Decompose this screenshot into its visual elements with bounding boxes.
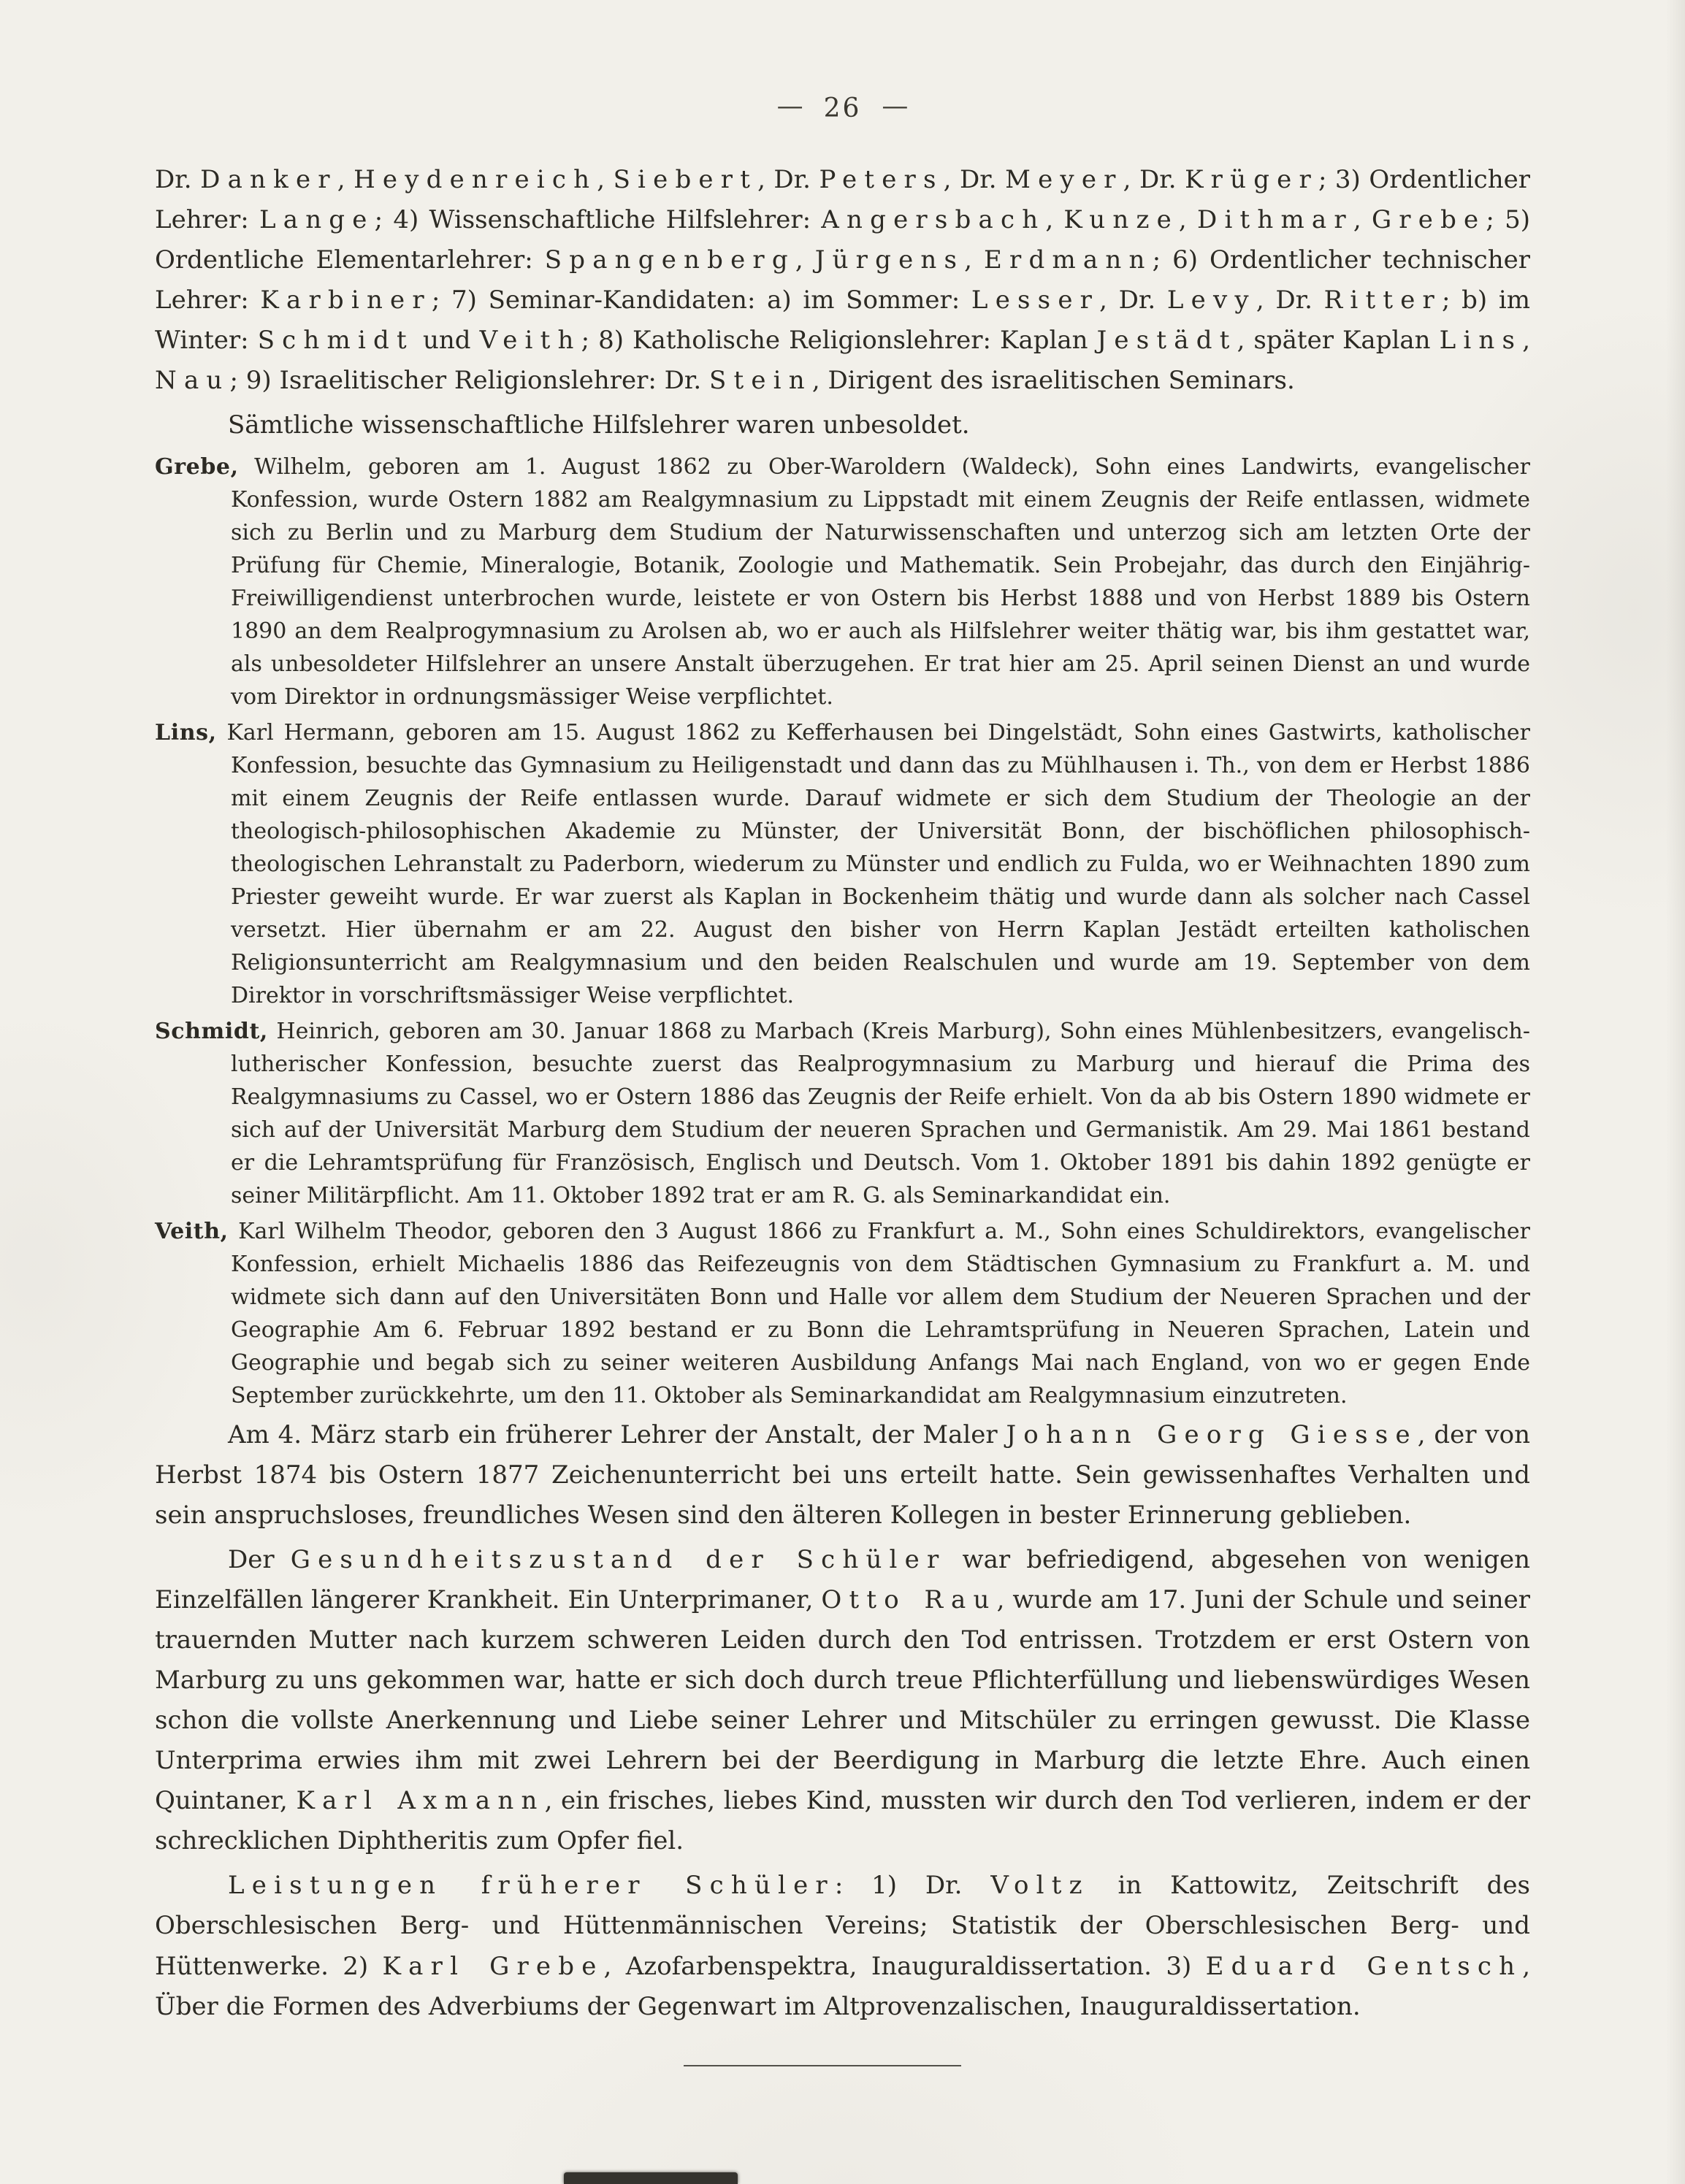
letterspaced-name: Heydenreich [354, 165, 597, 194]
letterspaced-name: Gesundheitszustand der Schüler [290, 1544, 947, 1574]
letterspaced-name: Kunze [1063, 205, 1179, 235]
letterspaced-name: Otto Rau [821, 1585, 997, 1614]
text-segment: , Azofarbenspektra, Inauguraldissertation. 3) [603, 1951, 1206, 1981]
scan-artifact [564, 2172, 738, 2184]
text-segment: , [1178, 205, 1197, 235]
letterspaced-name: Lange [259, 205, 375, 235]
paragraph-giesse-obituary [155, 1415, 1530, 1536]
letterspaced-name: Dithmar [1196, 205, 1353, 235]
text-segment: ; 4) Wissenschaftliche Hilfslehrer: [374, 205, 822, 235]
letterspaced-name: Danker [200, 165, 337, 194]
letterspaced-name: Jürgens [814, 245, 965, 275]
letterspaced-name: Krüger [1185, 165, 1318, 194]
text-segment: , Dr. [943, 165, 1006, 194]
text-segment: , wurde am 17. Juni der Schule und seiner trauernden Mutter nach kurzem schweren Leiden durch den Tod entrissen. Trotzdem er erst Ostern von Marburg zu uns gekommen war, hatte er sich doch durch treue Pflichterfüllung und liebenswürdiges Wesen schon die vollste Anerkennung und Liebe seiner Lehrer und Mitschüler zu erringen gewusst. Die Klasse Unterprima erwies ihm mit zwei Lehrern bei der Beerdigung in Marburg die letzte Ehre. Auch einen Quintaner, [155, 1585, 1530, 1816]
letterspaced-name: Siebert [613, 165, 758, 194]
text-segment: Der [228, 1544, 291, 1574]
bio-entry-grebe [155, 451, 1530, 713]
text-segment: , [795, 245, 815, 275]
text-segment: , [597, 165, 614, 194]
letterspaced-name: Karl Axmann [296, 1786, 545, 1816]
text-segment: , Dr. [1256, 286, 1324, 315]
letterspaced-name: Nau [155, 366, 230, 396]
text-segment: , später Kaplan [1237, 326, 1440, 356]
entry-name: Lins, [155, 719, 217, 746]
letterspaced-name: Johann Georg Giesse [1006, 1419, 1418, 1449]
letterspaced-name: Karl Grebe [382, 1951, 604, 1981]
bio-entry-lins [155, 716, 1530, 1012]
text-segment: Am 4. März starb ein früherer Lehrer der Anstalt, der Maler [228, 1419, 1006, 1449]
text-segment: und [413, 326, 480, 356]
text-segment: , [964, 245, 985, 275]
text-segment: , [1353, 205, 1372, 235]
letterspaced-name: Levy [1166, 286, 1256, 315]
text-segment: , Dirigent des israelitischen Seminars. [811, 366, 1295, 396]
page-number: 26 [823, 93, 862, 123]
text-segment: ; b) im Winter: [155, 286, 1530, 356]
letterspaced-name: Lesser [971, 286, 1100, 315]
letterspaced-name: Angersbach [821, 205, 1046, 235]
text-segment: ; 6) Ordentlicher technischer Lehrer: [155, 245, 1530, 315]
text-segment: Karl Hermann, geboren am 15. August 1862 zu Kefferhausen bei Dingelstädt, Sohn eines Gastwirts, katholischer Konfession, besuchte das Gymnasium zu Heiligenstadt und dann das zu Mühlhausen i. Th., von dem er Herbst 1886 mit einem Zeugnis der Reife entlassen wurde. Darauf widmete er sich dem Studium der Theologie an der theologisch-philosophischen Akademie zu Münster, der Universität Bonn, der bischöflichen philosophisch-theologischen Lehranstalt zu Paderborn, wiederum zu Münster und endlich zu Fulda, wo er Weihnachten 1890 zum Priester geweiht wurde. Er war zuerst als Kaplan in Bockenheim thätig und wurde dann als solcher nach Cassel versetzt. Hier übernahm er am 22. August den bisher von Herrn Kaplan Jestädt erteilten katholischen Religionsunterricht am Realgymnasium und den beiden Realschulen und wurde am 19. September von dem Direktor in vorschriftsmässiger Weise verpflichtet. [216, 719, 1530, 1008]
text-segment: ; 3) Ordentlicher Lehrer: [155, 165, 1530, 235]
letterspaced-name: Leistungen früherer Schüler [228, 1871, 835, 1901]
letterspaced-name: Voltz [990, 1871, 1090, 1901]
letterspaced-name: Stein [708, 366, 812, 396]
letterspaced-name: Grebe [1371, 205, 1486, 235]
bio-entry-veith [155, 1215, 1530, 1412]
text-segment: Karl Wilhelm Theodor, geboren den 3 August 1866 zu Frankfurt a. M., Sohn eines Schuldirektors, evangelischer Konfession, erhielt Michaelis 1886 das Reifezeugnis von dem Städtischen Gymnasium zu Frankfurt a. M. und widmete sich dann auf den Universitäten Bonn und Halle vor allem dem Studium der Neueren Sprachen und der Geographie Am 6. Februar 1892 bestand er zu Bonn die Lehramtsprüfung in Neueren Sprachen, Latein und Geographie und begab sich zu seiner weiteren Ausbildung Anfangs Mai nach England, von wo er gegen Ende September zurückkehrte, um den 11. Oktober als Seminarkandidat am Realgymnasium einzutreten. [228, 1218, 1530, 1409]
text-segment: , [337, 165, 354, 194]
closing-rule [684, 2065, 961, 2066]
page-content [155, 160, 1530, 2066]
paragraph-unpaid-note [155, 405, 1530, 445]
letterspaced-name: Eduard Gentsch [1205, 1951, 1523, 1981]
text-segment: : 1) Dr. [834, 1871, 991, 1901]
text-segment: , Über die Formen des Adverbiums der Gegenwart im Altprovenzalischen, Inauguraldissertation. [155, 1951, 1530, 2021]
text-segment: , [1522, 326, 1530, 356]
text-segment: , Dr. [757, 165, 819, 194]
text-segment: ; 9) Israelitischer Religionslehrer: Dr. [229, 366, 709, 396]
letterspaced-name: Lins [1439, 326, 1523, 356]
letterspaced-name: Schmidt [257, 326, 414, 356]
text-segment: ; 5) Ordentliche Elementarlehrer: [155, 205, 1530, 275]
paragraph-staff-list [155, 160, 1530, 401]
paragraph-health-report [155, 1540, 1530, 1862]
letterspaced-name: Veith [479, 326, 581, 356]
text-segment: Heinrich, geboren am 30. Januar 1868 zu Marbach (Kreis Marburg), Sohn eines Mühlenbesitzers, evangelisch-lutherischer Konfession, besuchte zuerst das Realprogymnasium zu Marburg und hierauf die Prima des Realgymnasiums zu Cassel, wo er Ostern 1886 das Zeugnis der Reife erhielt. Von da ab bis Ostern 1890 widmete er sich auf der Universität Marburg dem Studium der neueren Sprachen und Germanistik. Am 29. Mai 1861 bestand er die Lehramtsprüfung für Französisch, Englisch und Deutsch. Vom 1. Oktober 1891 bis dahin 1892 genügte er seiner Militärpflicht. Am 11. Oktober 1892 trat er am R. G. als Seminarkandidat ein. [231, 1018, 1530, 1208]
letterspaced-name: Ritter [1323, 286, 1442, 315]
letterspaced-name: Peters [819, 165, 944, 194]
bio-entry-schmidt [155, 1015, 1530, 1212]
text-segment: Dr. [155, 165, 201, 194]
letterspaced-name: Jestädt [1096, 326, 1237, 356]
page-header [0, 0, 1685, 123]
text-segment: ; 8) Katholische Religionslehrer: Kaplan [581, 326, 1097, 356]
text-segment: ; 7) Seminar-Kandidaten: a) im Sommer: [431, 286, 971, 315]
letterspaced-name: Meyer [1005, 165, 1123, 194]
letterspaced-name: Erdmann [984, 245, 1153, 275]
page-dash-left: — [776, 91, 803, 121]
text-segment: , der von Herbst 1874 bis Ostern 1877 Zeichenunterricht bei uns erteilt hatte. Sein gewissenhaftes Verhalten und sein anspruchsloses, freundliches Wesen sind den älteren Kollegen in bester Erinnerung geblieben. [155, 1419, 1530, 1530]
entry-name: Veith, [155, 1218, 229, 1244]
text-segment: , ein frisches, liebes Kind, mussten wir durch den Tod verlieren, indem er der schrecklichen Diphtheritis zum Opfer fiel. [155, 1786, 1530, 1856]
letterspaced-name: Spangenberg [544, 245, 795, 275]
text-segment: war befriedigend, abgesehen von wenigen Einzelfällen längerer Krankheit. Ein Unterprimaner, [155, 1544, 1530, 1614]
text-segment: Sämtliche wissenschaftliche Hilfslehrer waren unbesoldet. [228, 410, 970, 440]
text-segment: Wilhelm, geboren am 1. August 1862 zu Ober-Waroldern (Waldeck), Sohn eines Landwirts, evangelischer Konfession, wurde Ostern 1882 am Realgymnasium zu Lippstadt mit einem Zeugnis der Reife entlassen, widmete sich zu Berlin und zu Marburg dem Studium der Naturwissenschaften und unterzog sich am letzten Orte der Prüfung für Chemie, Mineralogie, Botanik, Zoologie und Mathematik. Sein Probejahr, das durch den Einjährig-Freiwilligendienst unterbrochen wurde, leistete er von Ostern bis Herbst 1888 und von Herbst 1889 bis Ostern 1890 an dem Realprogymnasium zu Arolsen ab, wo er auch als Hilfslehrer weiter thätig war, bis ihm gestattet war, als unbesoldeter Hilfslehrer an unsere Anstalt überzugehen. Er trat hier am 25. April seinen Dienst an und wurde vom Direktor in ordnungsmässiger Weise verpflichtet. [231, 453, 1530, 710]
page-dash-right: — [882, 91, 909, 121]
text-segment: , Dr. [1099, 286, 1167, 315]
text-segment: , Dr. [1123, 165, 1185, 194]
paragraph-former-students [155, 1866, 1530, 2026]
text-segment: , [1045, 205, 1064, 235]
text-segment: in Kattowitz, Zeitschrift des Oberschlesischen Berg- und Hüttenmännischen Vereins; Statistik der Oberschlesischen Berg- und Hüttenwerke. 2) [155, 1871, 1530, 1981]
letterspaced-name: Karbiner [260, 286, 432, 315]
entry-name: Grebe, [155, 453, 239, 480]
entry-name: Schmidt, [155, 1018, 268, 1044]
